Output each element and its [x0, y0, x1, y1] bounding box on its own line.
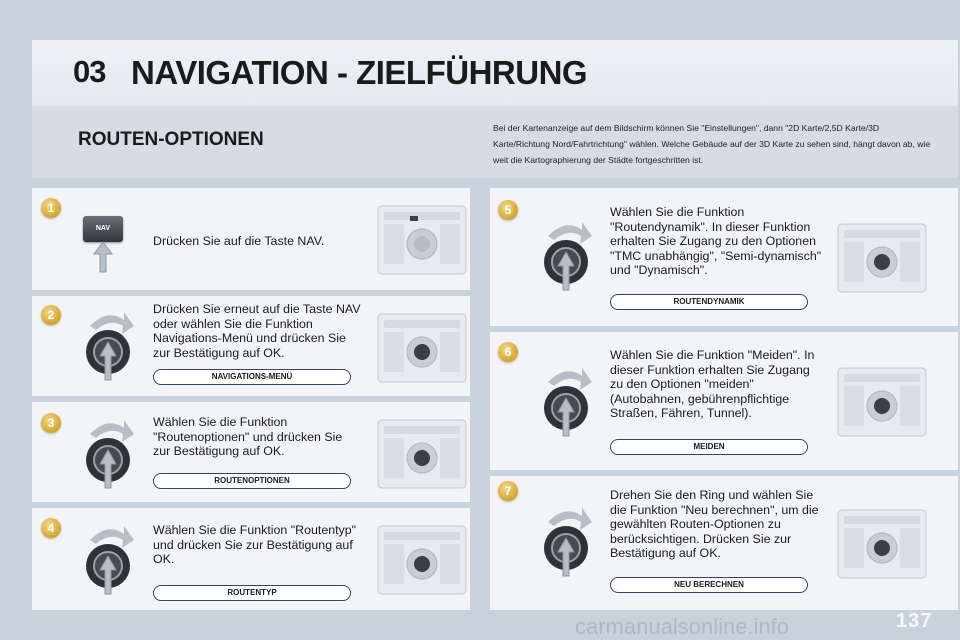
rotary-knob-icon: [538, 502, 594, 578]
rotary-knob-icon: [80, 520, 136, 596]
page-title: NAVIGATION - ZIELFÜHRUNG: [131, 54, 588, 91]
step-badge: 1: [41, 198, 61, 218]
radio-unit-illustration: [376, 310, 468, 386]
step-badge: 2: [41, 305, 61, 325]
menu-item-label: NAVIGATIONS-MENÜ: [153, 369, 351, 385]
menu-item-label: ROUTENOPTIONEN: [153, 473, 351, 489]
step-badge: 6: [498, 342, 518, 362]
rotary-knob-icon: [80, 414, 136, 490]
step-7-text: Drehen Sie den Ring und wählen Sie die Funktion "Neu berechnen", um die gewählten Routen-Optionen zu berücksichtigen. Drücken Sie zur Bestätigung auf OK.: [610, 488, 819, 560]
rotary-knob-icon: [538, 362, 594, 438]
radio-unit-illustration: [376, 202, 468, 278]
menu-item-label: NEU BERECHNEN: [610, 577, 808, 593]
step-4-text: Wählen Sie die Funktion "Routentyp" und drücken Sie zur Bestätigung auf OK.: [153, 523, 357, 566]
radio-unit-illustration: [836, 506, 928, 582]
radio-unit-illustration: [376, 522, 468, 598]
radio-unit-illustration: [836, 364, 928, 440]
step-badge: 7: [498, 481, 518, 501]
step-5-text: Wählen Sie die Funktion "Routendynamik". In dieser Funktion erhalten Sie Zugang zu den Optionen "TMC unabhängig", "Semi-dynamisch" und "Dynamisch".: [610, 205, 822, 277]
intro-text: Bei der Kartenanzeige auf dem Bildschirm können Sie "Einstellungen", dann "2D Karte/2,5D Karte/3D Karte/Richtung Nord/Fahrtrichtung" wählen. Welche Gebäude auf der 3D Karte zu sehen sind, hängt davon ab, wie weit die Kartographierung der Städte fortgeschritten ist.: [493, 123, 931, 165]
menu-item-label: ROUTENDYNAMIK: [610, 294, 808, 310]
page-number: 137: [896, 610, 933, 632]
step-badge: 3: [41, 413, 61, 433]
rotary-knob-icon: [80, 306, 136, 382]
rotary-knob-icon: [538, 216, 594, 292]
step-1-text: Drücken Sie auf die Taste NAV.: [153, 234, 325, 248]
step-2-text: Drücken Sie erneut auf die Taste NAV oder wählen Sie die Funktion Navigations-Menü und drücken Sie zur Bestätigung auf OK.: [153, 302, 361, 360]
menu-item-label: MEIDEN: [610, 439, 808, 455]
press-arrow-icon: [92, 240, 114, 274]
radio-unit-illustration: [376, 416, 468, 492]
watermark-text: carmanualsonline.info: [575, 614, 790, 639]
nav-button-icon: NAV: [83, 216, 123, 242]
step-6-text: Wählen Sie die Funktion "Meiden". In dieser Funktion erhalten Sie Zugang zu den Optionen "meiden" (Autobahnen, gebührenpflichtige Straßen, Fähren, Tunnel).: [610, 348, 815, 420]
section-title: ROUTEN-OPTIONEN: [78, 129, 264, 150]
menu-item-label: ROUTENTYP: [153, 585, 351, 601]
step-badge: 5: [498, 200, 518, 220]
step-3-text: Wählen Sie die Funktion "Routenoptionen" und drücken Sie zur Bestätigung auf OK.: [153, 415, 343, 458]
chapter-number: 03: [73, 54, 106, 89]
radio-unit-illustration: [836, 220, 928, 296]
step-badge: 4: [41, 518, 61, 538]
